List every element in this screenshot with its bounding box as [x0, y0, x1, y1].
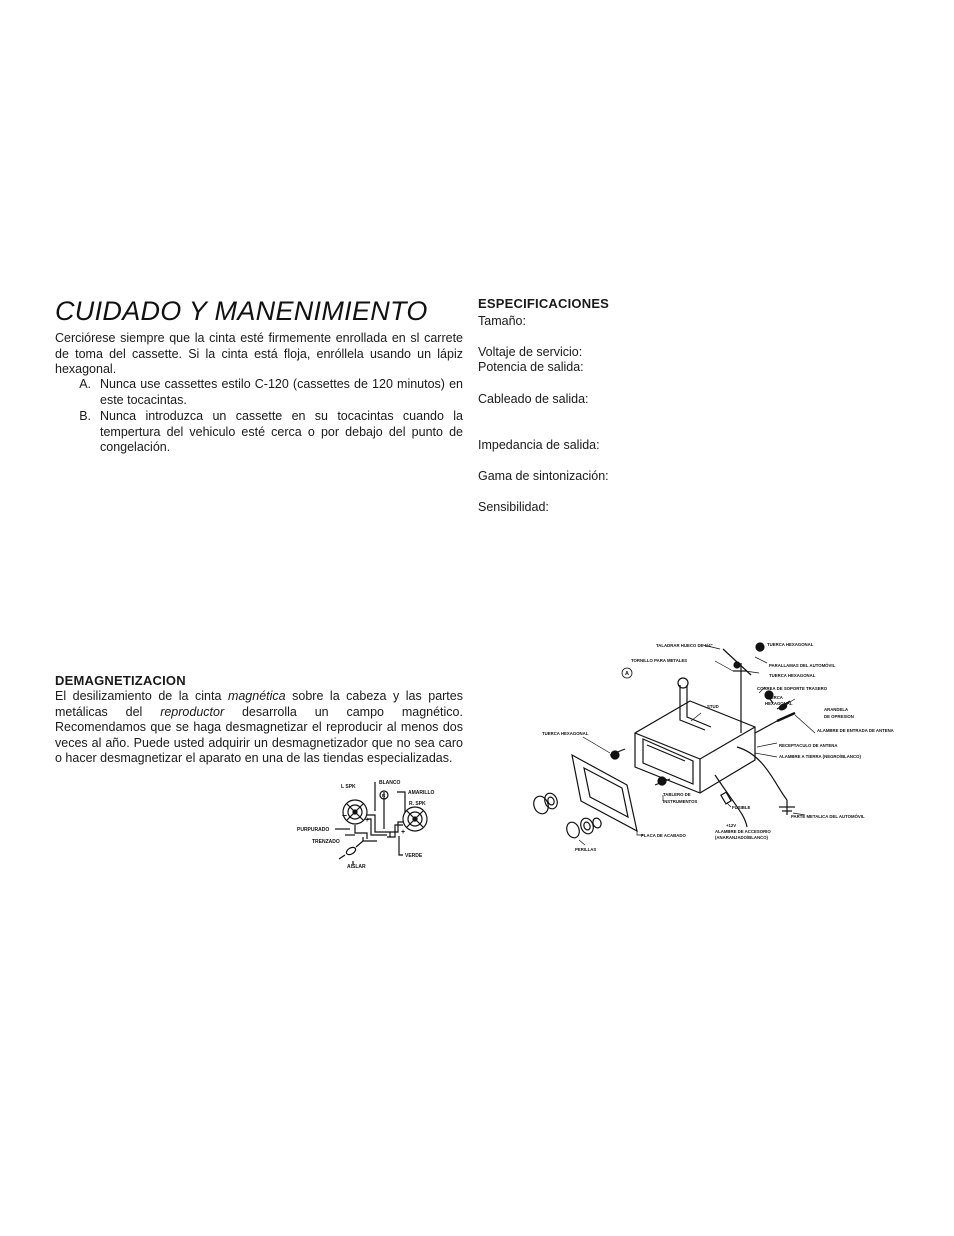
specs-heading: ESPECIFICACIONES	[478, 296, 610, 311]
label-accesorio-1: ALAMBRE DE ACCESORIO	[715, 829, 771, 834]
spec-tuning-range: Gama de sintonización:	[478, 469, 609, 483]
label-tierra: ALAMBRE A TIERRA (NEGRO/BLANCO)	[779, 754, 861, 759]
list-item	[55, 409, 463, 456]
label-aislar: AISLAR	[347, 864, 366, 870]
care-intro-paragraph: Cerciórese siempre que la cinta esté firmemente enrollada en sl carrete de toma del cassette. Si la cinta está floja, enróllela usando un lápiz hexagonal.	[55, 331, 463, 376]
label-minus: –	[342, 810, 348, 820]
spec-sensitivity: Sensibilidad:	[478, 500, 549, 514]
label-parte-metalica: PARTE METALICA DEL AUTOMÓVIL	[791, 814, 865, 819]
label-parallamas: PARALLAMAS DEL AUTOMÓVIL	[769, 663, 836, 668]
demag-text-2: sobre la cabeza y las partes metálicas del	[55, 689, 463, 719]
label-lspk: L SPK	[341, 784, 356, 790]
label-a: A	[625, 671, 629, 677]
label-plus-left: +	[365, 817, 370, 824]
demag-text-1: El desilizamiento de la cinta	[55, 689, 228, 703]
label-alambre-antena: ALAMBRE DE ENTRADA DE ANTENA	[817, 728, 894, 733]
care-title: CUIDADO Y MANENIMIENTO	[55, 296, 428, 326]
label-plus-right: +	[401, 829, 406, 836]
label-stud: STUD	[707, 704, 719, 709]
spec-power: Potencia de salida:	[478, 360, 584, 374]
label-amarillo: AMARILLO	[408, 790, 435, 796]
label-tuerca-3a: TUERCA	[765, 695, 783, 700]
spec-wiring: Cableado de salida:	[478, 392, 589, 406]
list-marker: B.	[79, 409, 91, 423]
label-taladrar: TALADRAR HUECO DE 1/4"	[656, 643, 713, 648]
demag-text-3: desarrolla un campo magnético. Recomendamos que se haga desmagnetizar el reproducir al menos dos veces al año. Puede usted adquirir un desmagnetizador que no sea caro o hacer desmagnetizar el aparato en una de las tiendas especializadas.	[55, 704, 463, 765]
label-r: R	[382, 793, 386, 798]
list-item	[55, 377, 463, 408]
label-trenzado: TRENZADO	[312, 839, 340, 845]
label-tablero-2: INSTRUMENTOS	[663, 799, 698, 804]
spec-voltage: Voltaje de servicio:	[478, 345, 583, 359]
label-tuerca-left: TUERCA HEXAGONAL	[542, 731, 589, 736]
list-text: Nunca use cassettes estilo C-120 (cassettes de 120 minutos) en este tocacintas.	[100, 377, 463, 407]
label-correa: CORREA DE SOPORTE TRASERO	[757, 686, 828, 691]
spec-impedance: Impedancia de salida:	[478, 438, 600, 452]
speaker-wiring-diagram	[295, 775, 460, 875]
demag-paragraph	[55, 689, 463, 767]
demag-title: DEMAGNETIZACION	[55, 673, 186, 688]
label-tuerca-3b: HEXAGONAL	[765, 701, 793, 706]
label-perillas: PERILLAS	[575, 847, 597, 852]
demag-emphasis-1: magnética	[227, 689, 286, 703]
installation-diagram	[515, 635, 900, 857]
list-text: Nunca introduzca un cassette en su tocacintas cuando la tempertura del vehiculo esté cerca o por debajo del punto de congelación.	[100, 409, 463, 454]
label-placa: PLACA DE ACABADO	[641, 833, 686, 838]
spec-size: Tamaño:	[478, 314, 526, 328]
label-fusible: FUSIBLE	[732, 805, 751, 810]
right-speaker-icon	[403, 807, 427, 831]
label-rspk: R. SPK	[409, 801, 426, 807]
label-verde: VERDE	[405, 853, 423, 859]
label-arandela-1: ARANDELA	[824, 707, 849, 712]
label-arandela-2: DE OPRESION	[824, 714, 854, 719]
label-12v: +12V	[726, 823, 737, 828]
label-tornillo: TORNILLO PARA METALES	[631, 658, 688, 663]
label-receptaculo: RECEPTACULO DE ANTENA	[779, 743, 838, 748]
care-list	[55, 377, 463, 457]
label-tuerca-hexagonal-2: TUERCA HEXAGONAL	[769, 673, 816, 678]
label-purpurado: PURPURADO	[297, 827, 330, 833]
label-tuerca-hexagonal-1: TUERCA HEXAGONAL	[767, 642, 814, 647]
demag-emphasis-2: reproductor	[160, 704, 225, 719]
label-tablero-1: TABLERO DE	[663, 792, 691, 797]
label-accesorio-2: (ANARANJADO/BLANCO)	[715, 835, 768, 840]
label-blanco: BLANCO	[379, 780, 401, 786]
list-marker: A.	[79, 377, 91, 391]
